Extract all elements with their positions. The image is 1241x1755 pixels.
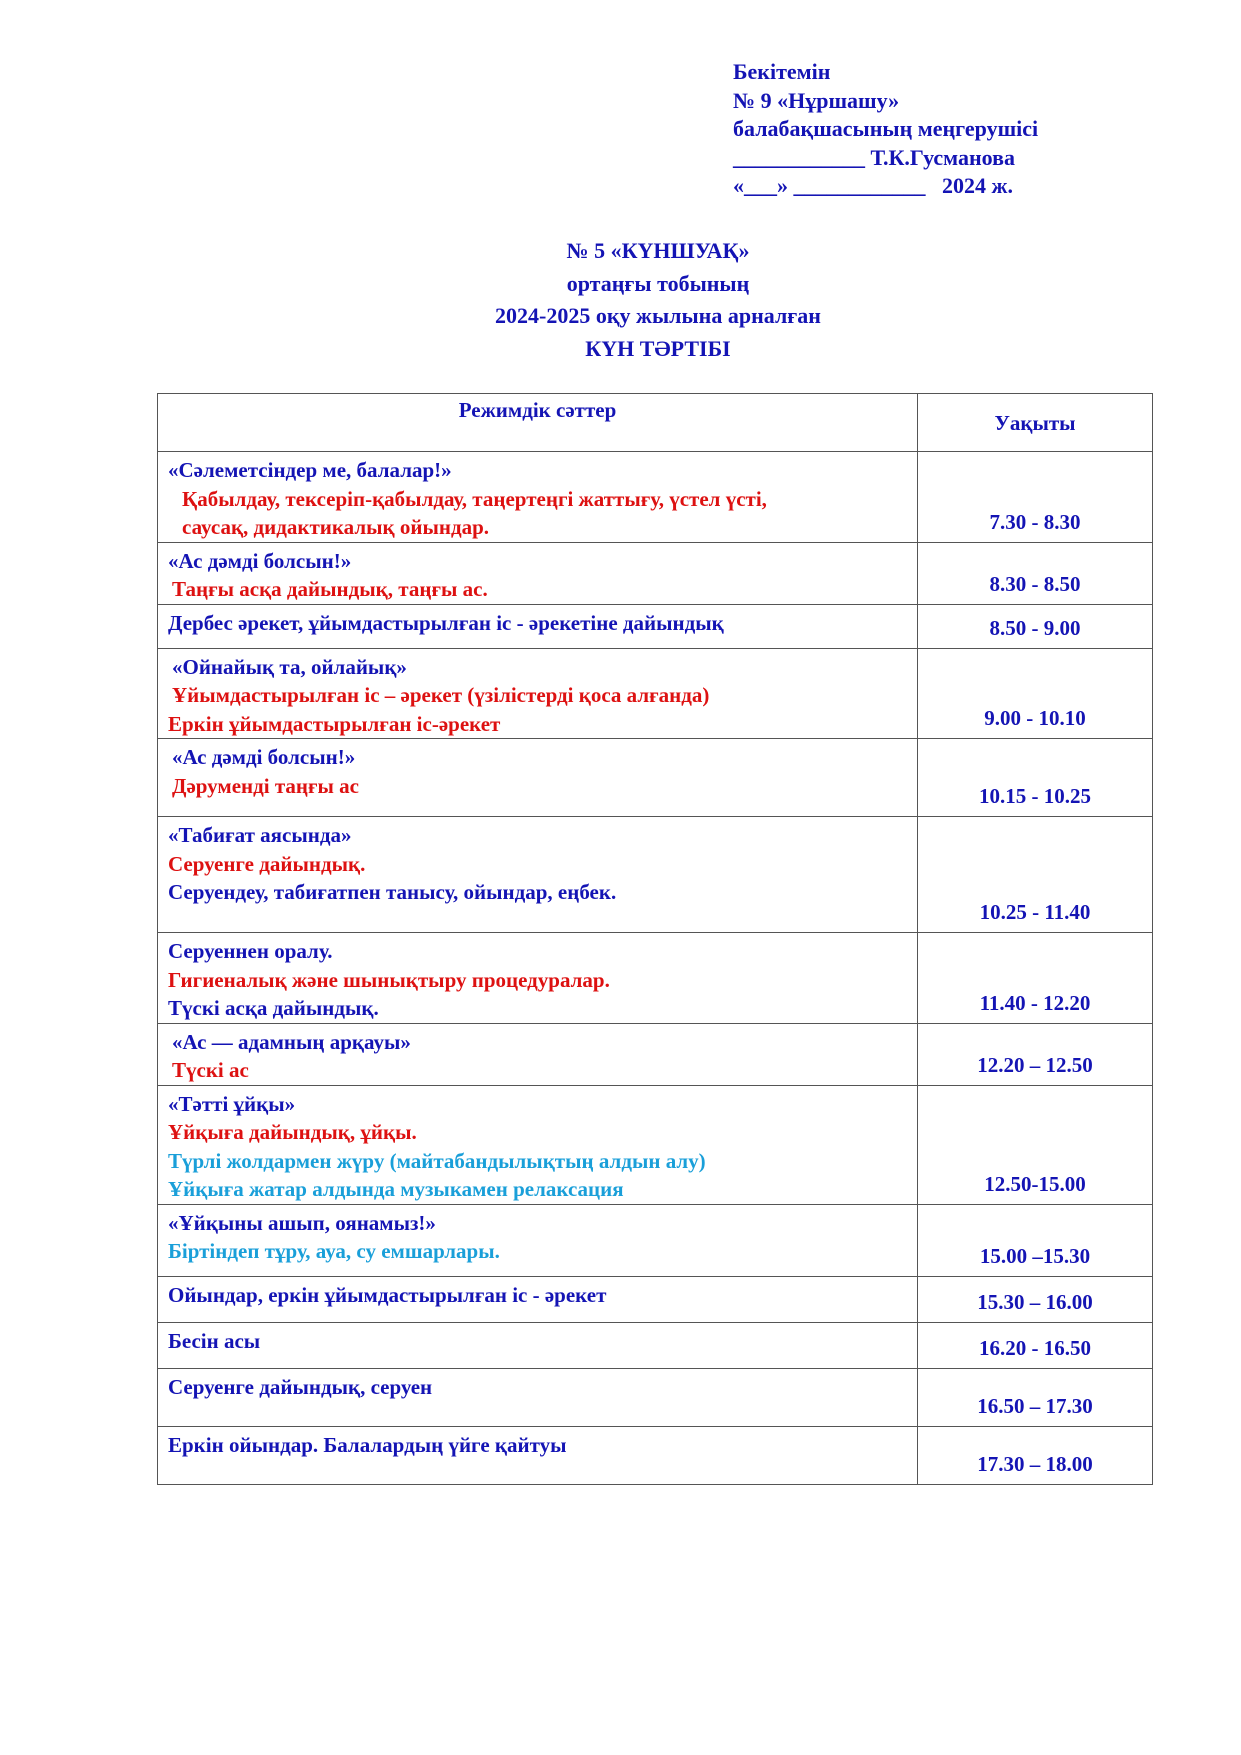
time-cell: 12.50-15.00: [918, 1085, 1153, 1204]
activity-cell: [158, 542, 918, 604]
activity-line: Таңғы асқа дайындық, таңғы ас.: [172, 577, 488, 601]
table-row: [158, 1368, 1153, 1426]
activity-line: Түрлі жолдармен жүру (майтабандылықтың алдын алу): [168, 1148, 706, 1173]
table-row: [158, 1023, 1153, 1085]
activity-line: Бесін асы: [168, 1328, 261, 1353]
activity-cell: [158, 1426, 918, 1484]
time-cell: 15.00 –15.30: [918, 1204, 1153, 1276]
activity-cell: [158, 604, 918, 648]
group-level: ортаңғы тобының: [566, 270, 750, 296]
approval-approve-label: Бекітемін: [733, 59, 831, 84]
activity-line: Серуеннен оралу.: [168, 939, 333, 963]
table-row: [158, 1204, 1153, 1276]
approval-signature-line: ____________ Т.К.Гусманова: [733, 144, 1016, 170]
header-activity: Режимдік сәттер: [158, 394, 918, 452]
table-row: [158, 1085, 1153, 1204]
group-name: № 5 «КҮНШУАҚ»: [566, 238, 750, 263]
activity-line: «Ас — адамның арқауы»: [172, 1029, 411, 1054]
header-time: Уақыты: [918, 394, 1153, 452]
schedule-heading: КҮН ТӘРТІБІ: [585, 335, 731, 361]
time-cell: 8.50 - 9.00: [918, 604, 1153, 648]
activity-line: Серуенге дайындық.: [168, 851, 366, 876]
activity-cell: [158, 933, 918, 1024]
activity-cell: [158, 1204, 918, 1276]
activity-line: «Ұйқыны ашып, оянамыз!»: [168, 1210, 436, 1235]
approval-kindergarten-number: № 9 «Нұршашу»: [733, 87, 900, 113]
activity-cell: [158, 1023, 918, 1085]
time-cell: 11.40 - 12.20: [918, 933, 1153, 1024]
table-body: [158, 452, 1153, 1485]
time-cell: 16.50 – 17.30: [918, 1368, 1153, 1426]
activity-line: «Ас дәмді болсын!»: [168, 548, 352, 573]
daily-schedule-table: [157, 393, 1153, 1485]
activity-line: «Тәтті ұйқы»: [168, 1091, 296, 1116]
activity-line: «Ойнайық та, ойлайық»: [172, 654, 407, 679]
table-row: [158, 817, 1153, 933]
activity-line: Түскі асқа дайындық.: [168, 996, 379, 1020]
activity-line: Гигиеналық және шынықтыру процедуралар.: [168, 967, 610, 992]
activity-line: Серуенге дайындық, серуен: [168, 1374, 433, 1399]
time-cell: 7.30 - 8.30: [918, 452, 1153, 543]
activity-cell: [158, 1085, 918, 1204]
activity-line: Еркін ұйымдастырылған іс-әрекет: [168, 711, 501, 736]
table-row: [158, 604, 1153, 648]
activity-line: Ұйымдастырылған іс – әрекет (үзілістерді қоса алғанда): [172, 683, 710, 707]
activity-line: Дәрумендi таңғы ас: [172, 773, 360, 798]
time-cell: 16.20 - 16.50: [918, 1322, 1153, 1368]
table-row: [158, 1322, 1153, 1368]
table-row: [158, 739, 1153, 817]
table-row: [158, 452, 1153, 543]
approval-head-title: балабақшасының меңгерушісі: [733, 116, 1039, 141]
approval-date-line: «___» ____________ 2024 ж.: [733, 173, 1013, 198]
table-row: [158, 542, 1153, 604]
activity-line: Ұйқыға жатар алдында музыкамен релаксация: [168, 1177, 624, 1201]
activity-line: «Табиғат аясында»: [168, 823, 352, 847]
time-cell: 10.15 - 10.25: [918, 739, 1153, 817]
activity-cell: [158, 1276, 918, 1322]
activity-line: Дербес әрекет, ұйымдастырылған іс - әрекетіне дайындық: [168, 610, 724, 635]
activity-line: Ойындар, еркін ұйымдастырылған іс - әрекет: [168, 1282, 607, 1307]
activity-cell: [158, 1368, 918, 1426]
activity-line: саусақ, дидактикалық ойындар.: [182, 515, 490, 539]
activity-line: «Сәлеметсіндер ме, балалар!»: [168, 458, 452, 482]
table-row: [158, 1276, 1153, 1322]
time-cell: 15.30 – 16.00: [918, 1276, 1153, 1322]
activity-cell: [158, 817, 918, 933]
activity-line: Қабылдау, тексеріп-қабылдау, таңертеңгі жаттығу, үстел үсті,: [182, 486, 767, 511]
activity-cell: [158, 648, 918, 739]
table-row: [158, 1426, 1153, 1484]
activity-line: Серуендеу, табиғатпен танысу, ойындар, еңбек.: [168, 880, 617, 904]
table-row: [158, 648, 1153, 739]
activity-line: Түскі ас: [172, 1058, 249, 1082]
activity-line: Еркін ойындар. Балалардың үйге қайтуы: [168, 1432, 567, 1457]
time-cell: 10.25 - 11.40: [918, 817, 1153, 933]
table-header-row: [158, 394, 1153, 452]
academic-year: 2024-2025 оқу жылына арналған: [495, 303, 821, 328]
time-cell: 17.30 – 18.00: [918, 1426, 1153, 1484]
activity-cell: [158, 739, 918, 817]
time-cell: 12.20 – 12.50: [918, 1023, 1153, 1085]
activity-line: «Ас дәмді болсын!»: [172, 745, 356, 769]
document-title: [0, 235, 1241, 365]
activity-line: Біртіндеп тұру, ауа, су емшарлары.: [168, 1239, 500, 1263]
activity-line: Ұйқыға дайындық, ұйқы.: [168, 1120, 417, 1144]
approval-block: [733, 58, 1038, 201]
activity-cell: [158, 452, 918, 543]
table-row: [158, 933, 1153, 1024]
time-cell: 9.00 - 10.10: [918, 648, 1153, 739]
activity-cell: [158, 1322, 918, 1368]
time-cell: 8.30 - 8.50: [918, 542, 1153, 604]
